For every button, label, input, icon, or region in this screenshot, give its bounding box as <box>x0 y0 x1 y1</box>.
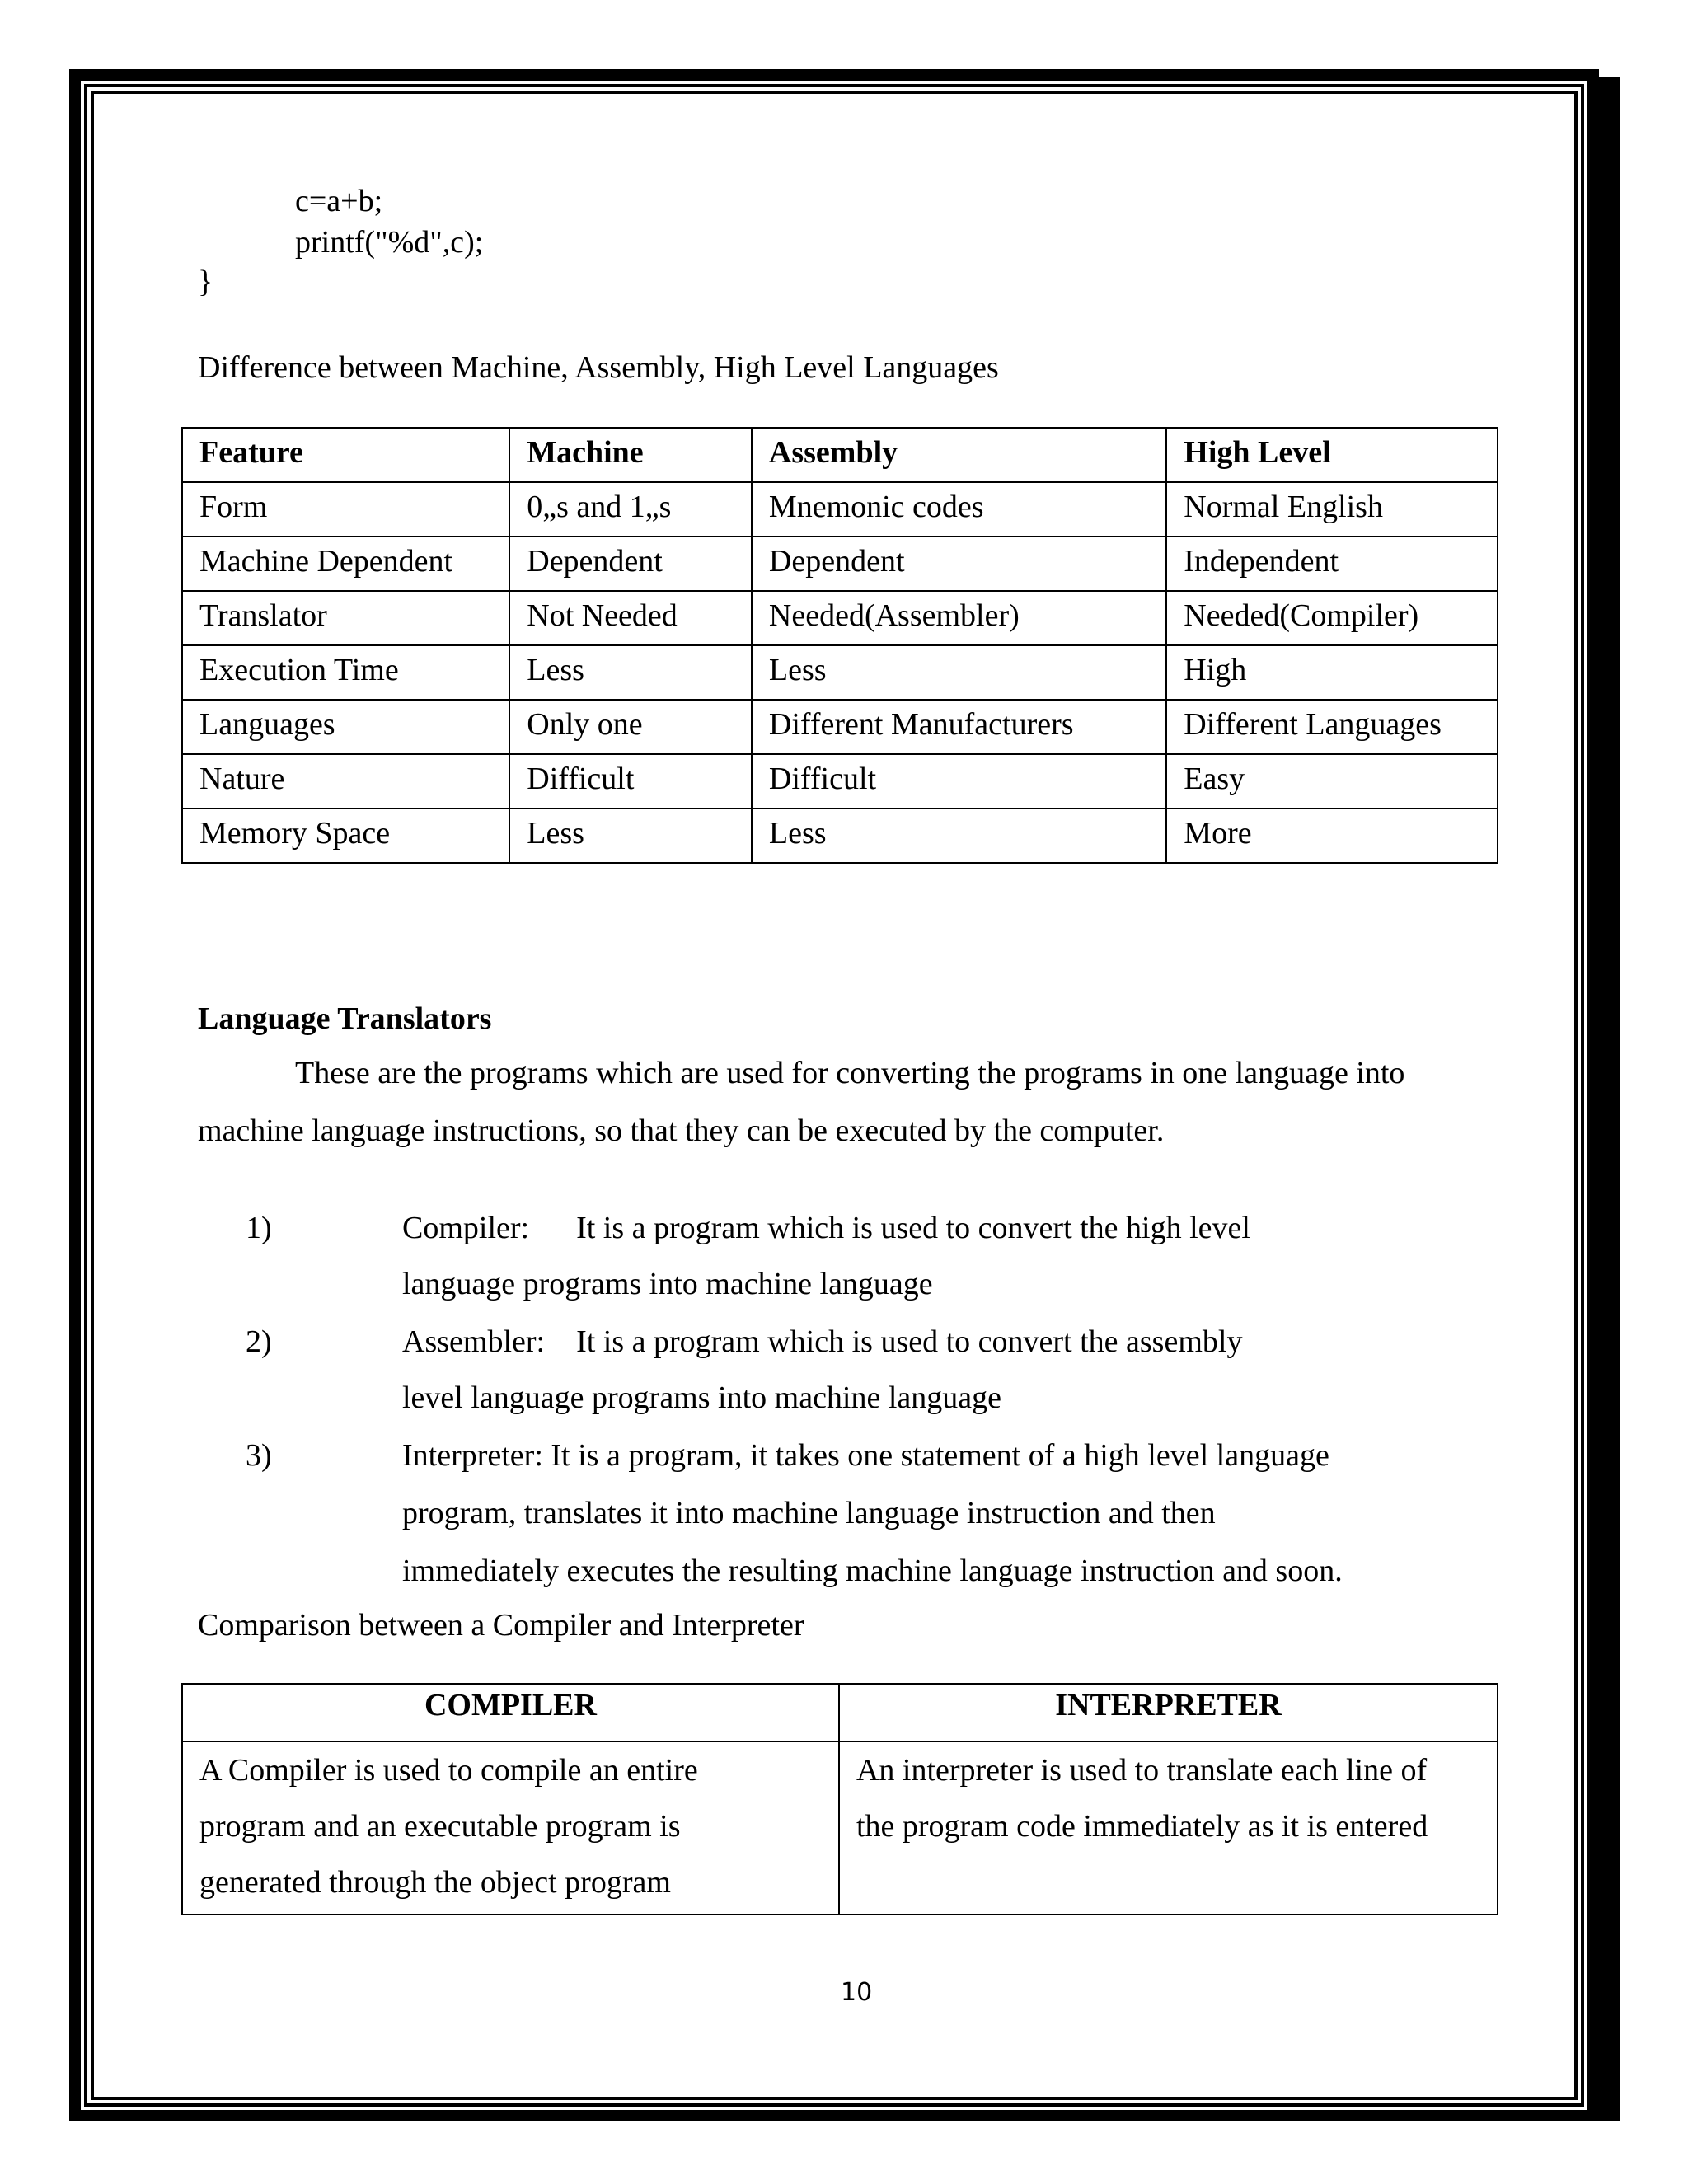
table-header-row <box>182 428 1498 482</box>
table-cell: Only one <box>509 700 752 754</box>
page-number: 10 <box>841 1978 873 2007</box>
table-cell: Execution Time <box>182 645 509 700</box>
table-cell: Different Languages <box>1166 700 1498 754</box>
table-cell: Normal English <box>1166 482 1498 537</box>
code-line-2: printf("%d",c); <box>295 225 484 260</box>
header-cell: Machine <box>509 428 752 482</box>
code-line-3: } <box>198 265 213 299</box>
table-row <box>182 700 1498 754</box>
cell-line: An interpreter is used to translate each line of <box>856 1753 1428 1788</box>
table-cell: More <box>1166 808 1498 863</box>
table-cell: Difficult <box>509 754 752 808</box>
list-number: 3) <box>246 1438 272 1473</box>
list-item-line: program, translates it into machine language instruction and then <box>402 1496 1216 1530</box>
table-header-row <box>182 1684 1498 1741</box>
table-cell: Less <box>752 808 1166 863</box>
header-cell: High Level <box>1166 428 1498 482</box>
list-number: 1) <box>246 1211 272 1245</box>
compiler-interpreter-table <box>181 1683 1498 1915</box>
table-cell: Form <box>182 482 509 537</box>
list-number: 2) <box>246 1324 272 1359</box>
table-row <box>182 754 1498 808</box>
table-row <box>182 1741 1498 1915</box>
list-item-line: immediately executes the resulting machine language instruction and soon. <box>402 1554 1343 1588</box>
cell-line: A Compiler is used to compile an entire <box>199 1753 698 1788</box>
table-cell: Memory Space <box>182 808 509 863</box>
table-cell: Dependent <box>509 537 752 591</box>
table-cell: Less <box>509 808 752 863</box>
intro-line-1: These are the programs which are used for converting the programs in one language into <box>295 1056 1405 1090</box>
list-item-line: Assembler: It is a program which is used to convert the assembly <box>402 1324 1243 1359</box>
table-cell: 0„s and 1„s <box>509 482 752 537</box>
interpreter-description <box>839 1741 1498 1915</box>
header-cell: Feature <box>182 428 509 482</box>
table-cell: Nature <box>182 754 509 808</box>
table-cell: Not Needed <box>509 591 752 645</box>
languages-comparison-table <box>181 427 1498 864</box>
table-row <box>182 537 1498 591</box>
header-cell: Assembly <box>752 428 1166 482</box>
table-cell: Machine Dependent <box>182 537 509 591</box>
table-cell: Translator <box>182 591 509 645</box>
table-row <box>182 808 1498 863</box>
table-cell: Needed(Compiler) <box>1166 591 1498 645</box>
table-cell: Needed(Assembler) <box>752 591 1166 645</box>
header-cell: INTERPRETER <box>839 1684 1498 1741</box>
header-cell: COMPILER <box>182 1684 839 1741</box>
table1-caption: Difference between Machine, Assembly, High Level Languages <box>198 350 999 385</box>
cell-line: generated through the object program <box>199 1865 671 1900</box>
table-cell: Less <box>509 645 752 700</box>
intro-line-2: machine language instructions, so that they can be executed by the computer. <box>198 1113 1165 1148</box>
list-item-line: language programs into machine language <box>402 1267 933 1301</box>
table-cell: Different Manufacturers <box>752 700 1166 754</box>
table-cell: Difficult <box>752 754 1166 808</box>
table-cell: Languages <box>182 700 509 754</box>
code-line-1: c=a+b; <box>295 184 383 218</box>
table-cell: Easy <box>1166 754 1498 808</box>
table-row <box>182 645 1498 700</box>
table-cell: Independent <box>1166 537 1498 591</box>
compiler-description <box>182 1741 839 1915</box>
list-item-line: Compiler: It is a program which is used to convert the high level <box>402 1211 1250 1245</box>
table-cell: Dependent <box>752 537 1166 591</box>
table-cell: Mnemonic codes <box>752 482 1166 537</box>
list-item-line: Interpreter: It is a program, it takes one statement of a high level language <box>402 1438 1329 1473</box>
table-cell: High <box>1166 645 1498 700</box>
table2-caption: Comparison between a Compiler and Interpreter <box>198 1608 804 1643</box>
section-heading: Language Translators <box>198 1001 492 1036</box>
cell-line: program and an executable program is <box>199 1809 681 1844</box>
list-item-line: level language programs into machine language <box>402 1380 1002 1415</box>
table-row <box>182 591 1498 645</box>
table-cell: Less <box>752 645 1166 700</box>
cell-line: the program code immediately as it is entered <box>856 1809 1428 1844</box>
table-row <box>182 482 1498 537</box>
